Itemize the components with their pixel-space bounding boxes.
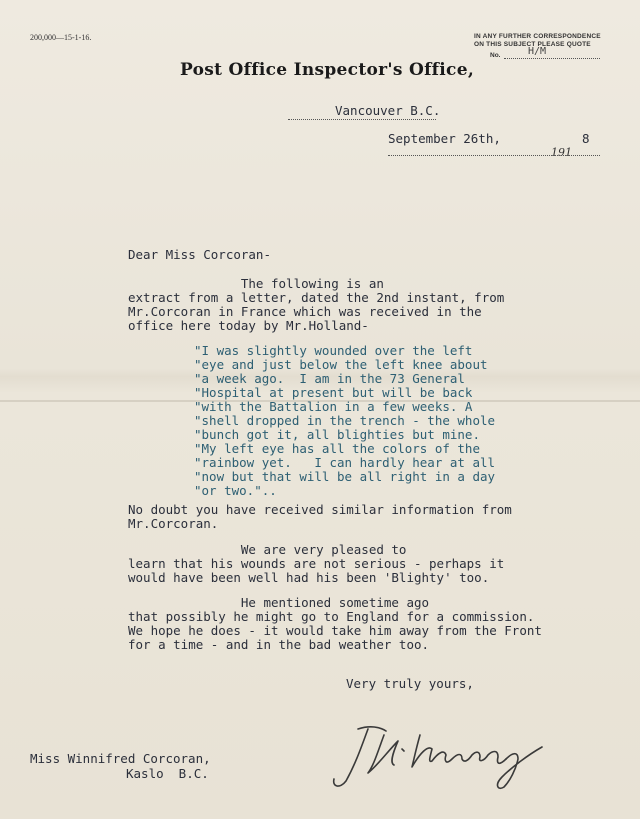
paragraph-3-line-1: We are very pleased to [128,542,407,557]
year-digit: 8 [582,131,590,146]
quote-line-11: "or two.".. [194,483,277,498]
salutation: Dear Miss Corcoran- [128,247,271,262]
office-title: Post Office Inspector's Office, [180,60,475,80]
quote-line-6: "shell dropped in the trench - the whole [194,413,496,428]
date-line: September 26th, [388,131,501,146]
paragraph-3-line-3: would have been well had his been 'Blighty' too. [128,570,490,585]
paragraph-4-line-4: for a time - and in the bad weather too. [128,637,430,652]
reference-number-value: H/M [528,46,547,57]
paragraph-2-line-1: No doubt you have received similar information from [128,502,512,517]
date-rule [388,155,600,156]
reference-number-label: No. [490,52,501,59]
paragraph-3-line-2: learn that his wounds are not serious - perhaps it [128,556,505,571]
quote-notice-line-1: IN ANY FURTHER CORRESPONDENCE [474,33,601,40]
quote-line-3: "a week ago. I am in the 73 General [194,371,465,386]
paragraph-4-line-3: We hope he does - it would take him away from the Front [128,623,542,638]
paragraph-1-line-1: The following is an [128,276,384,291]
year-prefix: 191 [551,146,572,159]
closing: Very truly yours, [346,676,474,691]
print-code: 200,000—15-1-16. [30,33,92,42]
quote-notice-line-2: ON THIS SUBJECT PLEASE QUOTE [474,41,591,48]
recipient-name: Miss Winnifred Corcoran, [30,751,211,766]
paragraph-4-line-1: He mentioned sometime ago [128,595,430,610]
paragraph-2-line-2: Mr.Corcoran. [128,516,219,531]
place-line: Vancouver B.C. [335,103,441,118]
paragraph-1-line-4: office here today by Mr.Holland- [128,318,369,333]
quote-line-4: "Hospital at present but will be back [194,385,473,400]
reference-number-rule [504,58,600,59]
paragraph-4-line-2: that possibly he might go to England for a commission. [128,609,535,624]
place-rule [288,119,436,120]
quote-line-9: "rainbow yet. I can hardly hear at all [194,455,496,470]
quote-line-7: "bunch got it, all blighties but mine. [194,427,480,442]
quote-line-10: "now but that will be all right in a day [194,469,496,484]
quote-line-8: "My left eye has all the colors of the [194,441,480,456]
handwritten-signature [328,715,548,795]
quote-line-2: "eye and just below the left knee about [194,357,488,372]
paragraph-1-line-3: Mr.Corcoran in France which was received in the [128,304,482,319]
quote-line-5: "with the Battalion in a few weeks. A [194,399,473,414]
recipient-town: Kaslo B.C. [126,766,209,781]
quote-line-1: "I was slightly wounded over the left [194,343,473,358]
paragraph-1-line-2: extract from a letter, dated the 2nd instant, from [128,290,505,305]
